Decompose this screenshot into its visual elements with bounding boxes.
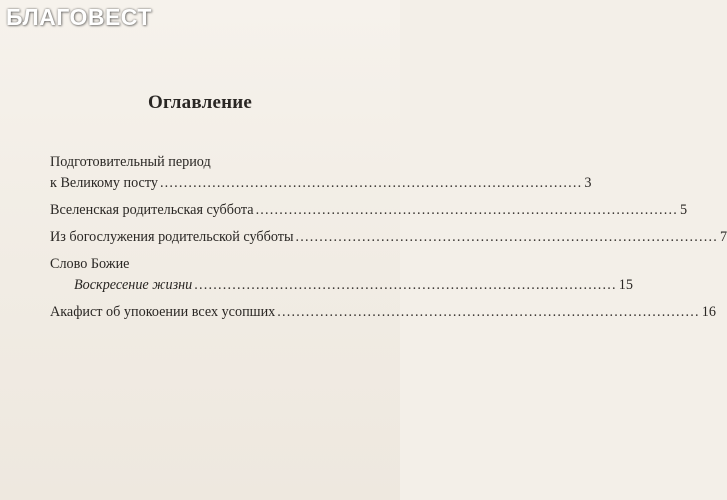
toc-leader-dots: ......................................................................................... [194, 277, 617, 293]
toc-entry-title: Из богослужения родительской субботы [50, 229, 294, 245]
toc-leader-dots: ......................................................................................... [159, 175, 583, 191]
toc-entry-title: Акафист об упокоении всех усопших [50, 304, 276, 320]
toc-entry [50, 304, 716, 325]
toc-page-number: 7 [720, 229, 727, 245]
toc-entry-title: Подготовительный период [50, 154, 211, 170]
toc-entry [50, 229, 727, 250]
toc-entry-line [50, 154, 360, 175]
toc-page-number: 15 [618, 277, 633, 293]
toc-leader-dots: ......................................................................................... [295, 229, 718, 245]
toc-entry-title: Воскресение жизни [74, 277, 193, 293]
watermark-logo: БЛАГОВЕСТ [6, 4, 152, 30]
toc-entry [50, 256, 360, 277]
toc-leader-dots: ......................................................................................... [277, 304, 700, 320]
page-title: Оглавление [147, 92, 253, 113]
toc-page-number: 16 [701, 304, 716, 320]
toc-page-number: 3 [584, 175, 592, 191]
toc-entry [50, 202, 688, 223]
toc-page-number: 5 [680, 202, 688, 218]
table-of-contents [50, 154, 727, 325]
toc-entry [50, 175, 592, 196]
toc-entry-title: к Великому посту [50, 175, 158, 191]
toc-leader-dots: ......................................................................................... [255, 202, 679, 218]
toc-subentry [50, 277, 633, 298]
toc-entry-title: Слово Божие [50, 256, 130, 272]
toc-entry-title: Вселенская родительская суббота [50, 202, 254, 218]
